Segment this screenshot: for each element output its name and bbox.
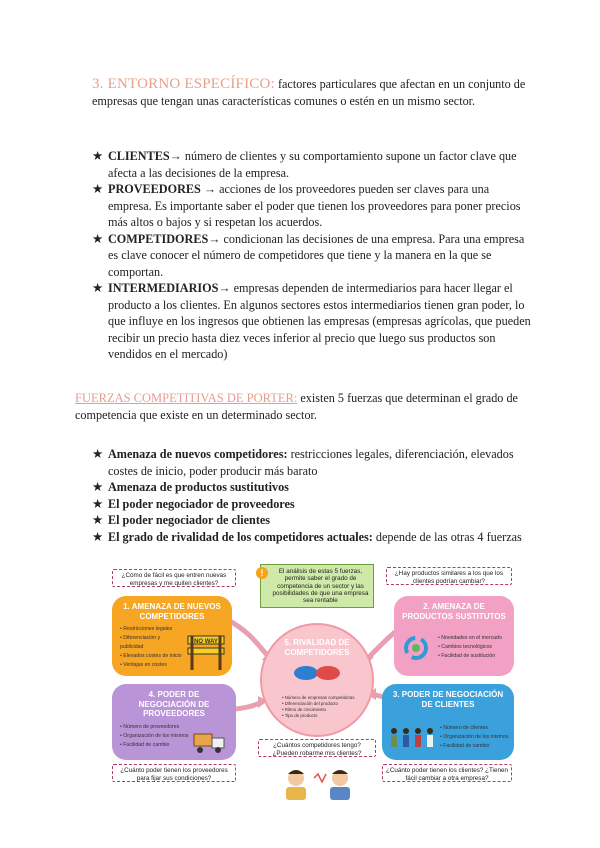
bullet-poder-proveedores: [92, 496, 532, 513]
star-icon: ★: [92, 513, 104, 527]
star-icon: ★: [92, 281, 104, 295]
porter-heading: FUERZAS COMPETITIVAS DE PORTER:: [75, 391, 298, 405]
question-box-2: ¿Hay productos similares a los que los clientes podrían cambiar?: [386, 567, 512, 585]
people-icon: [388, 726, 436, 750]
star-icon: ★: [92, 529, 104, 544]
bullet-text: restricciones legales, diferenciación, elevados costes de inicio, poder producir más barato: [108, 447, 514, 478]
card-title: 4. PODER DE NEGOCIACIÓN DE PROVEEDORES: [138, 690, 210, 718]
negotiation-people-icon: [278, 766, 358, 800]
card-item: • Restricciones legales: [120, 625, 182, 634]
card-items: [120, 625, 182, 670]
star-icon: ★: [92, 496, 104, 511]
card-title: 3. PODER DE NEGOCIACIÓN DE CLIENTES: [392, 690, 504, 709]
center-item: • Diferenciación del producto: [282, 701, 355, 707]
card-items: [440, 724, 512, 751]
question-box-3: ¿Cuántos competidores tengo? ¿Pueden robarme mis clientes?: [258, 739, 376, 757]
center-item: • Tipo de producto: [282, 713, 355, 719]
bullet-competidores: [92, 231, 532, 281]
bullet-text: depende de las otras 4 fuerzas: [372, 529, 522, 544]
card-item: • Facilidad de cambio: [440, 742, 512, 751]
no-way-sign-text: NO WAY: [194, 639, 218, 645]
card-poder-clientes: [382, 684, 514, 760]
entorno-bullet-list: [92, 148, 532, 363]
arrow-icon: →: [218, 281, 231, 295]
card-item: • Organización de los mismos: [440, 733, 512, 742]
competitors-icon: [292, 665, 342, 681]
section3-paragraph: [92, 76, 532, 110]
star-icon: ★: [92, 231, 104, 246]
card-item: • Número de proveedores: [120, 723, 190, 732]
card-item: • Cambios tecnológicos: [438, 643, 510, 652]
star-icon: ★: [92, 480, 104, 494]
card-item: • Facilidad de cambio: [120, 741, 190, 750]
question-box-1: ¿Cómo de fácil es que entren nuevas empresas y me quiten clientes?: [112, 569, 236, 587]
bullet-rivalidad: [92, 529, 532, 546]
bullet-term: CLIENTES: [108, 149, 170, 163]
section3-heading: 3. ENTORNO ESPECÍFICO:: [92, 76, 275, 92]
bullet-term: El poder negociador de clientes: [108, 513, 271, 527]
bullet-text: condicionan las decisiones de una empresa. Para una empresa es clave conocer el número de competidores que tiene y la manera en la que se comportan.: [108, 231, 525, 279]
bullet-term: El poder negociador de proveedores: [108, 496, 295, 511]
section3-intro: factores particulares que afectan en un conjunto de empresas que tengan unas características comunes o estén en un mismo sector.: [92, 77, 526, 108]
card-productos-sustitutos: [394, 596, 514, 676]
star-icon: ★: [92, 149, 104, 163]
analysis-note-text: El análisis de estas 5 fuerzas, permite saber el grado de competencia de un sector y las posibilidades de que una empresa sea rentable: [272, 568, 369, 605]
card-title: 2. AMENAZA DE PRODUCTOS SUSTITUTOS: [402, 602, 506, 621]
warning-icon: !: [256, 567, 268, 579]
question-box-5: ¿Cuánto poder tienen los clientes? ¿Tienen fácil cambiar a otra empresa?: [382, 764, 512, 782]
analysis-note: [260, 564, 374, 608]
card-items: [438, 634, 510, 661]
center-items: [282, 695, 355, 719]
bullet-text: número de clientes y su comportamiento supone un factor clave que afecta a las decisiones de la empresa.: [108, 149, 517, 180]
card-item: • Facilidad de sustitución: [438, 652, 510, 661]
porter-bullet-list: [92, 446, 532, 545]
card-title: 1. AMENAZA DE NUEVOS COMPETIDORES: [123, 602, 221, 621]
bullet-proveedores: [92, 181, 532, 231]
bullet-term: INTERMEDIARIOS: [108, 281, 219, 295]
card-item: • Elevados costes de inicio: [120, 652, 182, 661]
bullet-term: El grado de rivalidad de los competidores actuales:: [108, 529, 373, 544]
bullet-term: Amenaza de productos sustitutivos: [108, 480, 289, 494]
forklift-icon: [192, 730, 228, 754]
card-item: • Diferenciación y publicidad: [120, 634, 182, 652]
center-rivalidad: [260, 623, 374, 737]
center-title: 5. RIVALIDAD DE COMPETIDORES: [284, 638, 350, 657]
star-icon: ★: [92, 447, 104, 461]
bullet-nuevos-competidores: [92, 446, 532, 479]
porter-paragraph: [75, 390, 535, 424]
card-item: • Ventajas en costes: [120, 661, 182, 670]
bullet-term: Amenaza de nuevos competidores:: [108, 447, 288, 461]
card-item: • Número de clientes: [440, 724, 512, 733]
star-icon: ★: [92, 182, 104, 196]
card-nuevos-competidores: [112, 596, 232, 676]
card-item: • Organización de los mismos: [120, 732, 190, 741]
bullet-intermediarios: [92, 280, 532, 363]
recycle-icon: [402, 634, 430, 662]
arrow-icon: →: [169, 149, 182, 163]
center-item: • Número de empresas competidoras: [282, 695, 355, 701]
porter-infographic: [110, 560, 518, 840]
bullet-term: COMPETIDORES: [108, 231, 209, 246]
bullet-productos-sustitutivos: [92, 479, 532, 496]
arrow-icon: →: [208, 231, 221, 246]
card-items: [120, 723, 190, 750]
bullet-clientes: [92, 148, 532, 181]
porter-intro: existen 5 fuerzas que determinan el grado de competencia que existe en un determinado sector.: [75, 391, 518, 422]
barrier-icon: [186, 626, 226, 670]
bullet-poder-clientes: [92, 512, 532, 529]
arrow-icon: →: [200, 182, 217, 196]
bullet-text: empresas dependen de intermediarios para hacer llegar el producto a los clientes. En algunos sectores estos intermediarios tienen gran poder, lo que influye en los ingresos que obtienen las empresas (empresas agrícolas, que pueden recibir un precio hasta diez veces inferior al precio que luego sus productos son vendidos en el mercado): [108, 281, 531, 361]
question-box-4: ¿Cuánto poder tienen los proveedores para fijar sus condiciones?: [112, 764, 236, 782]
center-item: • Ritmo de crecimiento: [282, 707, 355, 713]
bullet-text: acciones de los proveedores pueden ser claves para una empresa. Es importante saber el poder que tienen los proveedores para poner precios más altos o bajos y si respetan los acuerdos.: [108, 182, 521, 229]
card-poder-proveedores: [112, 684, 236, 760]
card-item: • Novedades en el mercado: [438, 634, 510, 643]
bullet-term: PROVEEDORES: [108, 182, 201, 196]
